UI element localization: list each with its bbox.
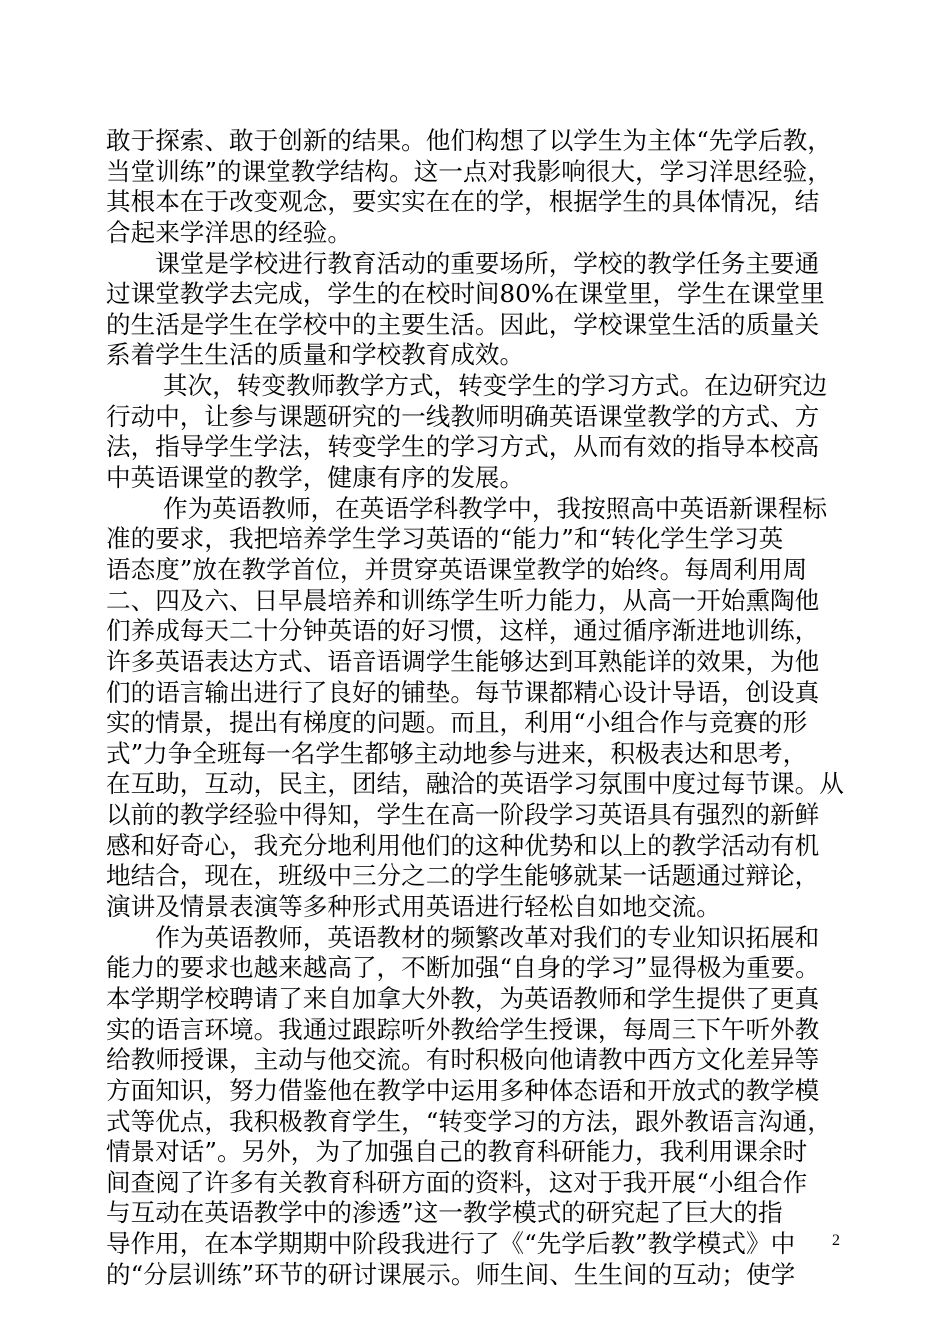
text-line: 合起来学洋思的经验。: [106, 217, 352, 247]
page-number: 2: [832, 1232, 840, 1249]
text-line: 式等优点，我积极教育学生，“转变学习的方法，跟外教语言沟通，: [106, 1106, 832, 1136]
text-line: 过课堂教学去完成，学生的在校时间80%在课堂里，学生在课堂里: [106, 279, 825, 309]
text-line: 其次，转变教师教学方式，转变学生的学习方式。在边研究边: [106, 371, 828, 401]
text-line: 在互助，互动，民主，团结，融洽的英语学习氛围中度过每节课。从: [106, 769, 844, 799]
text-line: 二、四及六、日早晨培养和训练学生听力能力，从高一开始熏陶他: [106, 585, 820, 615]
text-line: 行动中，让参与课题研究的一线教师明确英语课堂教学的方式、方: [106, 401, 820, 431]
text-line: 以前的教学经验中得知，学生在高一阶段学习英语具有强烈的新鲜: [106, 800, 820, 830]
text-line: 准的要求，我把培养学生学习英语的“能力”和“转化学生学习英: [106, 524, 784, 554]
text-line: 其根本在于改变观念，要实实在在的学，根据学生的具体情况，结: [106, 187, 820, 217]
text-line: 作为英语教师，在英语学科教学中，我按照高中英语新课程标: [106, 493, 828, 523]
text-line: 地结合，现在，班级中三分之二的学生能够就某一话题通过辩论，: [106, 861, 820, 891]
text-line: 语态度”放在教学首位，并贯穿英语课堂教学的始终。每周利用周: [106, 554, 808, 584]
text-line: 当堂训练”的课堂教学结构。这一点对我影响很大，学习洋思经验，: [106, 156, 832, 186]
text-line: 实的语言环境。我通过跟踪听外教给学生授课，每周三下午听外教: [106, 1014, 820, 1044]
text-line: 给教师授课，主动与他交流。有时积极向他请教中西方文化差异等: [106, 1045, 820, 1075]
body-text: [106, 126, 858, 1290]
text-line: 导作用，在本学期期中阶段我进行了《“先学后教”教学模式》中: [106, 1229, 796, 1259]
text-line: 系着学生生活的质量和学校教育成效。: [106, 340, 525, 370]
text-line: 许多英语表达方式、语音语调学生能够达到耳熟能详的效果，为他: [106, 646, 820, 676]
text-line: 方面知识，努力借鉴他在教学中运用多种体态语和开放式的教学模: [106, 1075, 820, 1105]
text-line: 中英语课堂的教学，健康有序的发展。: [106, 463, 525, 493]
text-line: 实的情景，提出有梯度的问题。而且，利用“小组合作与竞赛的形: [106, 708, 808, 738]
text-line: 的“分层训练”环节的研讨课展示。师生间、生生间的互动；使学: [106, 1259, 796, 1289]
text-line: 们养成每天二十分钟英语的好习惯，这样，通过循序渐进地训练，: [106, 616, 820, 646]
text-line: 课堂是学校进行教育活动的重要场所，学校的教学任务主要通: [106, 248, 820, 278]
text-line: 们的语言输出进行了良好的铺垫。每节课都精心设计导语，创设真: [106, 677, 820, 707]
text-line: 作为英语教师，英语教材的频繁改革对我们的专业知识拓展和: [106, 922, 820, 952]
text-line: 能力的要求也越来越高了，不断加强“自身的学习”显得极为重要。: [106, 953, 820, 983]
text-line: 式”力争全班每一名学生都够主动地参与进来，积极表达和思考，: [106, 738, 808, 768]
text-line: 与互动在英语教学中的渗透”这一教学模式的研究起了巨大的指: [106, 1198, 783, 1228]
text-line: 本学期学校聘请了来自加拿大外教，为英语教师和学生提供了更真: [106, 983, 820, 1013]
text-line: 感和好奇心，我充分地利用他们的这种优势和以上的教学活动有机: [106, 830, 820, 860]
text-line: 法，指导学生学法，转变学生的学习方式，从而有效的指导本校高: [106, 432, 820, 462]
text-line: 间查阅了许多有关教育科研方面的资料，这对于我开展“小组合作: [106, 1167, 808, 1197]
text-line: 的生活是学生在学校中的主要生活。因此，学校课堂生活的质量关: [106, 309, 820, 339]
text-line: 演讲及情景表演等多种形式用英语进行轻松自如地交流。: [106, 892, 721, 922]
text-line: 敢于探索、敢于创新的结果。他们构想了以学生为主体“先学后教，: [106, 126, 832, 155]
text-line: 情景对话”。另外，为了加强自己的教育科研能力，我利用课余时: [106, 1137, 808, 1167]
